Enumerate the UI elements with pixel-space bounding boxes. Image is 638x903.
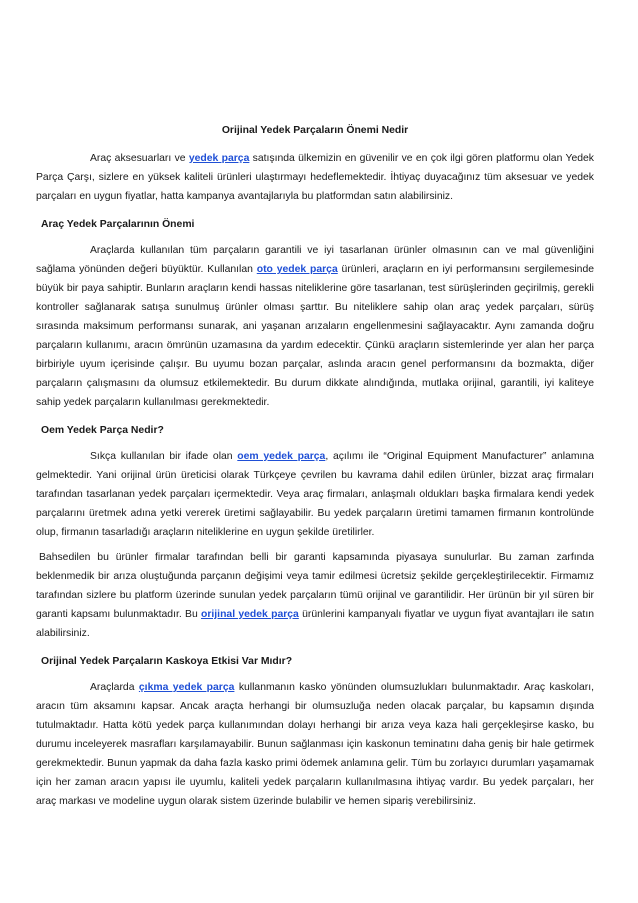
text-span: ürünleri, araçların en iyi performansını sergilemesinde büyük bir paya sahiptir. Bunların araçların kendi hassas niteliklerine göre tasarlanan, test sürüşlerinden geçirilmiş, gerekli kontroller sağlanarak satışa sunulmuş ürünler olması şarttır. Bu niteliklere sahip olan araç yedek parçaları, sürüş sırasında maksimum performansı sunarak, ani yaşanan arızaların engellenmesini sağlayacaktır. Aynı zamanda doğru parçaların kullanımı, aracın ömrünün uzamasına da yardım edecektir. Çünkü araçların sistemlerinde yer alan her parça birbiriyle uyum içerisinde çalışır. Bu uyumu bozan parçalar, aslında aracın genel performansını da bozmakta, diğer parçaların çalışmasını da olumsuz etkilemektedir. Bu durum dikkate alındığında, mutlaka orijinal, garantili, iyi kaliteye sahip yedek parçaların kullanılması gerekmektedir. bbox=[36, 264, 594, 408]
text-span: Bahsedilen bu ürünler firmalar tarafından belli bir garanti kapsamında piyasaya sunulurlar. Bu zaman zarfında beklenmedik bir arıza oluştuğunda parçanın değişimi veya tamir edilmesi ücretsiz şekilde gerçekleştirilecektir. Firmamız tarafından sizlere bu platform üzerinde sunulan yedek parçaların tümü orijinal ve garantilidir. Her ürünün bir yıl süren bir garanti kapsamı bulunmaktadır. Bu bbox=[36, 552, 594, 620]
text-span: ürünlerini kampanyalı fiyatlar ve uygun fiyat avantajları ile satın alabilirsiniz. bbox=[36, 609, 594, 639]
text-span: satışında ülkemizin en güvenilir ve en çok ilgi gören platformu olan Yedek Parça Çarşı, sizlere en yüksek kaliteli ürünleri ulaştırmayı hedeflemektedir. İhtiyaç duyacağınız tüm aksesuar ve yedek parçaları en uygun fiyatlar, hatta kampanya avantajlarıyla bu platformdan satın alabilirsiniz. bbox=[36, 153, 594, 202]
kasko-paragraph bbox=[36, 678, 594, 811]
text-span: Araç aksesuarları ve bbox=[90, 153, 189, 164]
oem-yedek-parca-link[interactable]: oem yedek parça bbox=[237, 451, 326, 462]
importance-paragraph bbox=[36, 241, 594, 412]
cikma-yedek-parca-link[interactable]: çıkma yedek parça bbox=[138, 682, 235, 693]
text-span: Araçlarda bbox=[90, 682, 139, 693]
text-span: kullanmanın kasko yönünden olumsuzlukları bulunmaktadır. Araç kaskoları, aracın tüm aksamını kapsar. Ancak araçta herhangi bir olumsuzluğa neden olacak parçalar, bu kapsamın dışında tutulmaktadır. Hatta kötü yedek parça kullanımından dolayı herhangi bir arıza veya kaza hali gerçekleşirse kasko, bu durumu inceleyerek masrafları karşılamayabilir. Bunun sağlanması için kaskonun teminatını daha geniş bir hale getirmek gerekmektedir. Bunun yapmak da daha fazla kasko primi ödemek anlamına gelir. Tüm bu zorlayıcı durumları yaşamamak için her zaman aracın yapısı ile uyumlu, kaliteli yedek parçaların kullanılmasına ihtiyaç vardır. Bu yedek parçaları, her araç markası ve modeline uygun olarak sistem üzerinde bulabilir ve hemen sipariş verebilirsiniz. bbox=[36, 682, 594, 807]
orijinal-yedek-parca-link[interactable]: orijinal yedek parça bbox=[201, 609, 299, 620]
yedek-parca-link[interactable]: yedek parça bbox=[188, 153, 250, 164]
section-heading-importance: Araç Yedek Parçalarının Önemi bbox=[41, 219, 195, 230]
text-span: Araçlarda kullanılan tüm parçaların garantili ve iyi tasarlanan ürünler olmasının can ve mal güvenliğini sağlama yönünden değeri büyüktür. Kullanılan bbox=[36, 245, 594, 275]
oem-paragraph bbox=[36, 447, 594, 542]
document-title: Orijinal Yedek Parçaların Önemi Nedir bbox=[221, 125, 409, 136]
warranty-paragraph bbox=[36, 548, 594, 643]
text-span: Sıkça kullanılan bir ifade olan bbox=[90, 451, 238, 462]
text-span: , açılımı ile “Original Equipment Manufacturer” anlamına gelmektedir. Yani orijinal ürün üreticisi olarak Türkçeye çevrilen bu kavrama dahil edilen ürünler, bizzat araç firmaları tarafından tasarlanan yedek parçaları içermektedir. Veya araç firmaları, anlaşmalı oldukları başka firmalara kendi yedek parçalarını üretmek adına yetki vererek üretimi sağlayabilir. Bu yedek parçaların üretimi tamamen firmanın kontrolünde olup, firmanın tasarladığı araçların niteliklerine en uygun şekilde üretilirler. bbox=[36, 451, 594, 538]
section-heading-kasko: Orijinal Yedek Parçaların Kaskoya Etkisi Var Mıdır? bbox=[41, 656, 293, 667]
oto-yedek-parca-link[interactable]: oto yedek parça bbox=[256, 264, 338, 275]
intro-paragraph bbox=[36, 149, 594, 206]
section-heading-oem: Oem Yedek Parça Nedir? bbox=[41, 425, 164, 436]
